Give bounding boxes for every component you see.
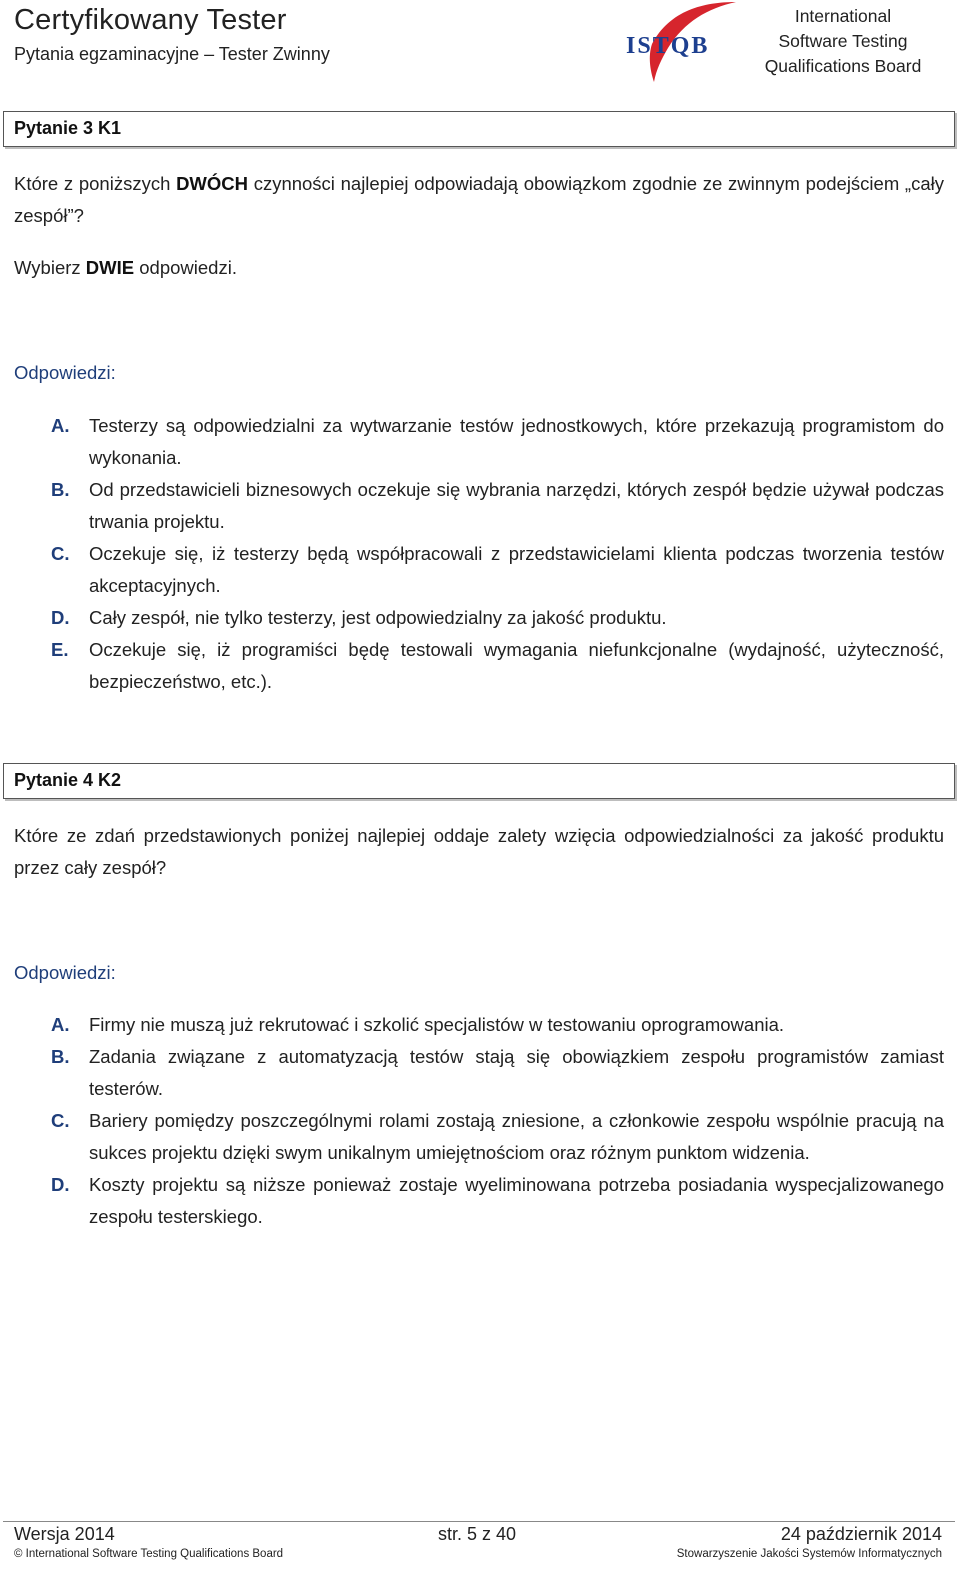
question-3-answers-heading: Odpowiedzi: [14,362,116,383]
footer-version: Wersja 2014 [14,1524,115,1544]
header-title: Certyfikowany Tester [14,4,287,36]
answer-text: Testerzy są odpowiedzialni za wytwarzanie testów jednostkowych, które przekazują programistom do wykonania. [89,415,944,468]
answer-letter: D. [51,607,70,628]
question-4-answers-heading: Odpowiedzi: [14,962,116,983]
question-3-answers [14,410,944,698]
question-4-answers [14,1009,944,1233]
question-4-text: Które ze zdań przedstawionych poniżej najlepiej oddaje zalety wzięcia odpowiedzialności za jakość produktu przez cały zespół? [14,825,944,878]
answer-3a [14,410,944,474]
answer-3d [14,602,944,634]
answer-letter: D. [51,1174,70,1195]
question-4-header [3,763,955,799]
question-3-instruction: Wybierz DWIE odpowiedzi. [14,257,237,278]
answer-text: Firmy nie muszą już rekrutować i szkolić specjalistów w testowaniu oprogramowania. [89,1014,785,1035]
answer-letter: B. [51,1046,70,1067]
answer-4d [14,1169,944,1233]
answer-4a [14,1009,944,1041]
footer-date: 24 październik 2014 [780,1524,942,1544]
question-3-header [3,111,955,147]
answer-4c [14,1105,944,1169]
answer-text: Koszty projektu są niższe ponieważ zostaje wyeliminowana potrzeba posiadania wyspecjalizowanego zespołu testerskiego. [89,1174,944,1227]
footer-association: Stowarzyszenie Jakości Systemów Informatycznych [676,1548,942,1560]
org-line-1: International [794,6,892,26]
question-3-text: Które z poniższych DWÓCH czynności najlepiej odpowiadają obowiązkom zgodnie ze zwinnym podejściem „cały zespół”? [14,173,944,226]
question-3-instruction-emphasis: DWIE [85,257,135,278]
answer-text: Od przedstawicieli biznesowych oczekuje się wybrania narzędzi, których zespół będzie używał podczas trwania projektu. [89,479,944,532]
answer-3c [14,538,944,602]
question-3-emphasis: DWÓCH [176,173,248,194]
answer-letter: A. [51,415,70,436]
answer-text: Oczekuje się, iż testerzy będą współpracowali z przedstawicielami klienta podczas tworzenia testów akceptacyjnych. [89,543,944,596]
org-name [748,4,938,79]
answer-letter: E. [51,639,69,660]
istqb-logo [622,0,740,84]
footer-copyright: © International Software Testing Qualifications Board [14,1548,284,1560]
org-line-3: Qualifications Board [764,56,922,76]
answer-letter: A. [51,1014,70,1035]
logo-text: ISTQB [626,33,710,59]
answer-4b [14,1041,944,1105]
answer-3b [14,474,944,538]
answer-letter: C. [51,543,70,564]
answer-3e [14,634,944,698]
footer-page-number: str. 5 z 40 [438,1524,517,1544]
answer-letter: C. [51,1110,70,1131]
answer-text: Cały zespół, nie tylko testerzy, jest odpowiedzialny za jakość produktu. [89,607,667,628]
answer-text: Bariery pomiędzy poszczególnymi rolami zostają zniesione, a członkowie zespołu wspólnie pracują na sukces projektu dzięki swym unikalnym umiejętnościom oraz różnym punktom widzenia. [89,1110,944,1163]
answer-letter: B. [51,479,70,500]
footer-divider [3,1521,955,1522]
answer-text: Oczekuje się, iż programiści będę testowali wymagania niefunkcjonalne (wydajność, użyteczność, bezpieczeństwo, etc.). [89,639,944,692]
header-subtitle: Pytania egzaminacyjne – Tester Zwinny [14,44,330,64]
answer-text: Zadania związane z automatyzacją testów stają się obowiązkiem zespołu programistów zamiast testerów. [89,1046,944,1099]
org-line-2: Software Testing [778,31,908,51]
question-3-label: Pytanie 3 K1 [14,118,122,138]
question-4-label: Pytanie 4 K2 [14,770,122,790]
